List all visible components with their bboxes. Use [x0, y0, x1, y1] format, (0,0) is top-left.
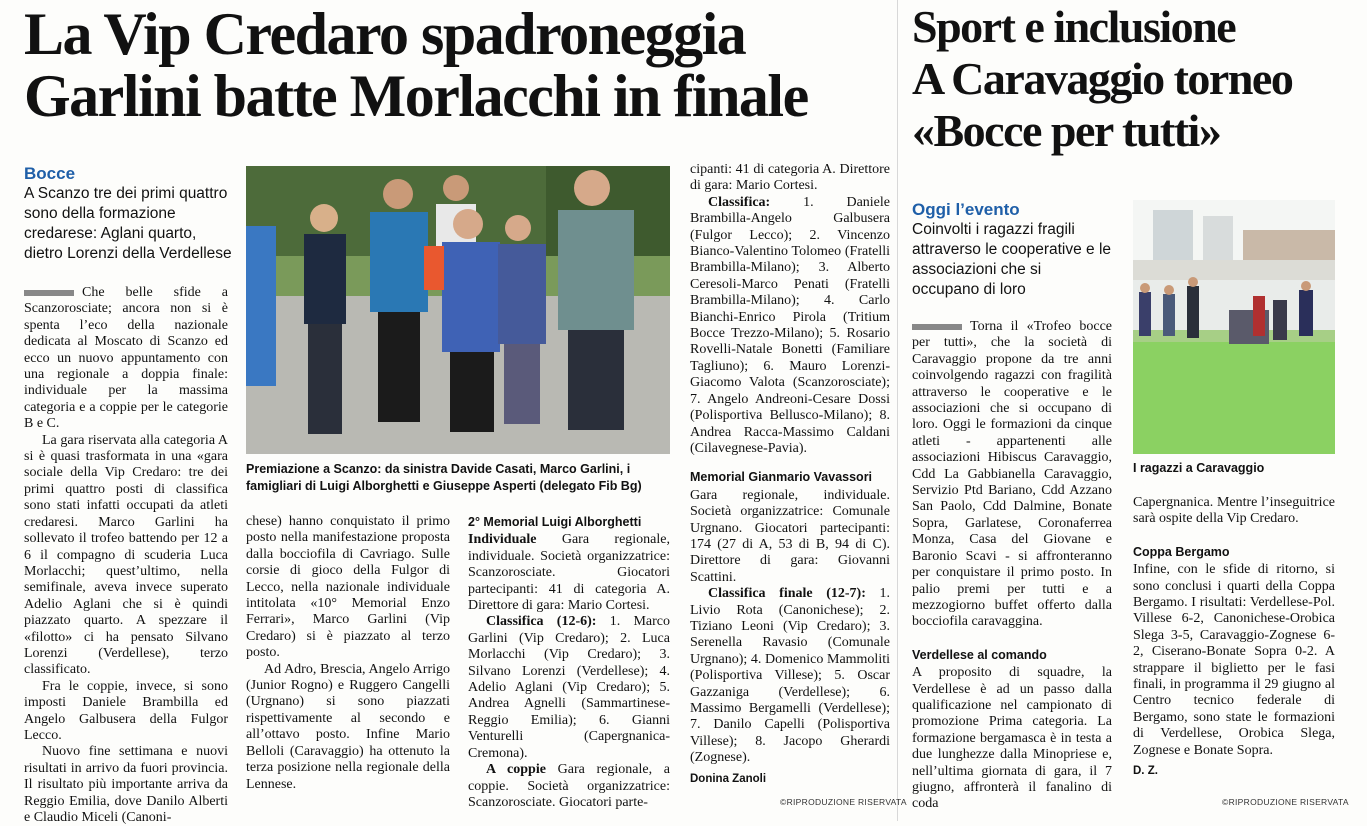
left-col1-p4: Nuovo fine settimana e nuovi risultati in arrivo da fuori provincia. Il risultato più importante arriva da Reggio Emilia, dove Danilo Alberti e Claudio Miceli (Canoni-	[24, 744, 228, 825]
right-headline-line-3: «Bocce per tutti»	[912, 105, 1221, 156]
right-column-2	[1133, 495, 1335, 780]
left-col4-p4: 1. Livio Rota (Canonichese); 2. Tiziano Leoni (Vip Credaro); 3. Serenella Ravasio (Comunale Urgnano); 4. Domenico Mammoliti (Polisportiva Villese); 5. Oscar Gazzaniga (Verdellese); 6. Massimo Bergamelli (Verdellese); 7. Danilo Capelli (Polisportiva Villese); 8. Jacopo Gherardi (Zognese).	[690, 586, 890, 766]
left-col2-p2: Ad Adro, Brescia, Angelo Arrigo (Junior Rogno) e Ruggero Cangelli (Urgnano) si sono piazzati rispettivamente al secondo e all’ottavo posto. Infine Mario Belloli (Caravaggio) ha ottenuto la terza posizione nella regionale della Lennese.	[246, 661, 450, 792]
classifica-label: Classifica (12-6):	[486, 614, 597, 630]
left-col1-p3: Fra le coppie, invece, si sono imposti Daniele Brambilla ed Angelo Galbusera della Fulgor Lecco.	[24, 678, 228, 743]
left-summary: A Scanzo tre dei primi quattro sono della formazione credarese: Aglani quarto, dietro Lorenzi della Verdellese	[24, 185, 232, 262]
individuale-label: Individuale	[468, 532, 537, 548]
right-col2-p2: Infine, con le sfide di ritorno, si sono conclusi i quarti della Coppa Bergamo. I risultati: Verdellese-Pol. Villese 6-2, Canonichese-Orobica Slega 3-5, Caravaggio-Zognese 6-2, Ciserano-Bonate Sopra 0-2. A strappare il biglietto per le fasi finali, in programma il 29 giugno al Centro tecnico federale di Bergamo, sono state le formazioni di Verdellese, Orobica Slega, Zognese e Bonate Sopra.	[1133, 562, 1335, 758]
right-col2-p1: Capergnanica. Mentre l’inseguitrice sarà ospite della Vip Credaro.	[1133, 495, 1335, 527]
classifica-finale-label: Classifica finale (12-7):	[708, 586, 866, 602]
left-col4-p3: Gara regionale, individuale. Società organizzatrice: Comunale Urgnano. Giocatori partecipanti: 174 (27 di A, 53 di B, 94 di C). Direttore di gara: Giovanni Scattini.	[690, 487, 890, 585]
left-column-3	[468, 514, 670, 811]
verdellese-subhead: Verdellese al comando	[912, 647, 1047, 662]
right-signature: D. Z.	[1133, 765, 1158, 778]
right-headline-line-1: Sport e inclusione	[912, 1, 1236, 52]
memorial-vavassori-subhead: Memorial Gianmario Vavassori	[690, 470, 873, 485]
left-col1-p1: Che belle sfide a Scanzorosciate; ancora non si è spenta l’eco della nazionale dedicata al Moscato di Scanzo ed ecco un nuovo appuntamento con una regionale a doppia finale: individuale per la massima categoria e a coppie per le categorie B e C.	[24, 285, 228, 432]
caravaggio-caption: I ragazzi a Caravaggio	[1133, 461, 1265, 475]
lead-bar	[24, 290, 74, 296]
left-col4-p1: cipanti: 41 di categoria A. Direttore di gara: Mario Cortesi.	[690, 162, 890, 194]
right-summary: Coinvolti i ragazzi fragili attraverso le cooperative e le associazioni che si occupano di loro	[912, 221, 1112, 298]
right-column-1	[912, 319, 1112, 813]
left-signature: Donina Zanoli	[690, 772, 767, 785]
left-col3-p2: 1. Marco Garlini (Vip Credaro); 2. Luca Morlacchi (Vip Credaro); 3. Silvano Lorenzi (Verdellese); 4. Adelio Aglani (Vip Credaro); 5. Andrea Agnelli (Sammartinese-Reggio Emilia); 6. Gianni Venturelli (Capergnanica-Cremona).	[468, 614, 670, 761]
right-kicker: Oggi l’evento	[912, 200, 1020, 219]
left-col3-p3: Gara regionale, a coppie. Società organizzatrice: Scanzorosciate. Giocatori parte-	[468, 762, 670, 810]
right-col1-p1: Torna il «Trofeo bocce per tutti», che la società di Caravaggio propone da tre anni coinvolgendo ragazzi con fragilità attraverso le cooperative e le associazioni che si occupano di loro. Oggi le formazioni da cinque atleti - appartenenti alle associazioni Hibiscus Caravaggio, Cdd La Gabbianella Caravaggio, Servizio Ptd Bariano, Cdd Azzano San Paolo, Cdd Dalmine, Bonate Sopra, Garlatese, Coronaferrea Monza, Casa del Giovane e Baronio Scavi - si affronteranno per conquistare il primo posto. In palio premi per tutti e a mezzogiorno buffet offerto dalla bocciofila caravaggina.	[912, 319, 1112, 630]
left-headline-line-1: La Vip Credaro spadroneggia	[24, 1, 746, 67]
left-column-4	[690, 162, 890, 787]
left-column-2	[246, 514, 450, 793]
classifica-coppie-label: Classifica:	[708, 194, 771, 210]
left-copyright: ©RIPRODUZIONE RISERVATA	[780, 797, 907, 807]
right-copyright: ©RIPRODUZIONE RISERVATA	[1222, 797, 1349, 807]
left-column-1	[24, 285, 228, 826]
article-divider	[897, 0, 898, 821]
right-lead-bar	[912, 324, 962, 330]
caravaggio-photo	[1133, 200, 1335, 454]
left-col3-p1: Gara regionale, individuale. Società organizzatrice: Scanzorosciate. Giocatori partecipanti: 41 di categoria A. Direttore di gara: Mario Cortesi.	[468, 532, 670, 614]
right-headline-line-2: A Caravaggio torneo	[912, 53, 1293, 104]
premiazione-photo	[246, 166, 670, 454]
premiazione-caption: Premiazione a Scanzo: da sinistra Davide Casati, Marco Garlini, i famigliari di Luigi Alborghetti e Giuseppe Asperti (delegato Fib Bg)	[246, 462, 642, 493]
left-col1-p2: La gara riservata alla categoria A si è quasi trasformata in una «gara sociale della Vip Credaro: tre dei primi quattro posti di classifica sono stati infatti occupati da atleti credaresi. Marco Garlini ha sollevato il trofeo battendo per 12 a 6 il compagno di scuderia Luca Morlacchi; quest’ultimo, nella semifinale, aveva invece superato Adelio Aglani che si è quindi piazzato quarto. A spezzare il «filotto» ci ha pensato Silvano Lorenzi (Verdellese), terzo classificato.	[24, 432, 228, 678]
memorial-alborghetti-subhead: 2° Memorial Luigi Alborghetti	[468, 515, 642, 529]
coppa-bergamo-subhead: Coppa Bergamo	[1133, 544, 1230, 559]
left-headline-line-2: Garlini batte Morlacchi in finale	[24, 63, 808, 129]
coppie-label: A coppie	[486, 762, 546, 778]
right-col1-p2: A proposito di squadre, la Verdellese è ad un passo dalla qualificazione nel campionato di promozione Prima categoria. La formazione bergamasca è in testa a due lunghezze dalla Minopriese e, nell’ultima giornata di gara, il 7 giugno, affronterà il fanalino di coda	[912, 665, 1112, 812]
left-kicker: Bocce	[24, 164, 76, 183]
left-col2-p1: chese) hanno conquistato il primo posto nella manifestazione proposta dalla bocciofila di Cavriago. Sulle corsie di gioco della Fulgor di Lecco, nella nazionale individuale intitolata «10° Memorial Enzo Ferrari», Marco Garlini (Vip Credaro) si è piazzato al terzo posto.	[246, 514, 450, 661]
left-col4-p2: 1. Daniele Brambilla-Angelo Galbusera (Fulgor Lecco); 2. Vincenzo Bianco-Valentino Tolomeo (Fratelli Brambilla-Milano); 3. Alberto Ceresoli-Marco Penati (Fratelli Brambilla-Milano); 4. Carlo Bianchi-Enrico Pirola (Tritium Bocce Trezzo-Milano); 5. Rosario Rovelli-Natale Bonetti (Familiare Tagliuno); 6. Mauro Lorenzi-Giacomo Valota (Scanzorosciate); 7. Angelo Andreoni-Cesare Dossi (Polisportiva Bellusco-Milano); 8. Andrea Racca-Massimo Caldani (Cilavegnese-Pavia).	[690, 194, 890, 456]
